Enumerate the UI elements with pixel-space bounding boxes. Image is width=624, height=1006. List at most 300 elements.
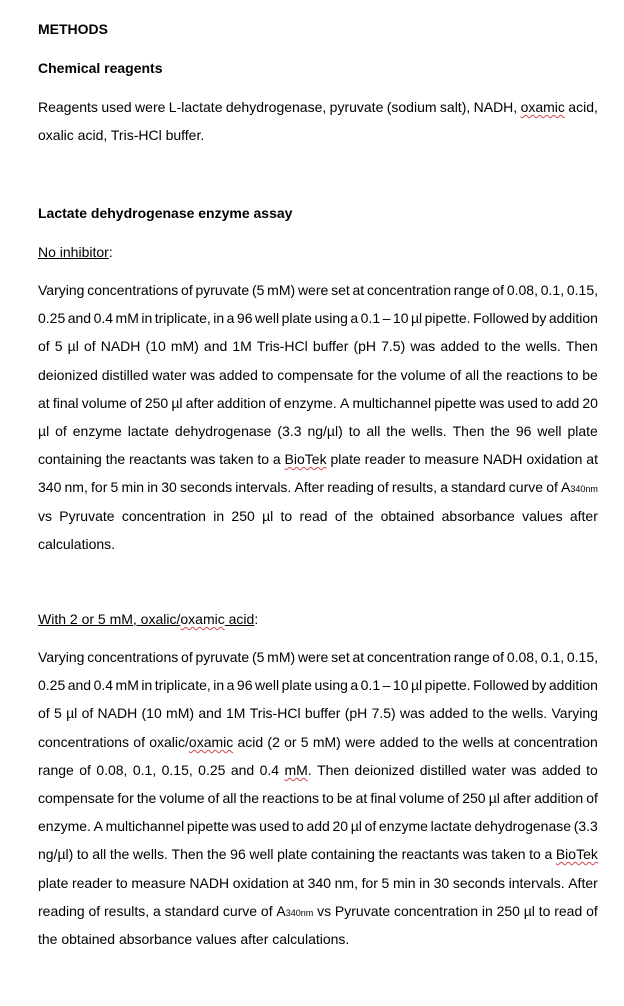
word: values [522, 508, 563, 524]
word: concentration [366, 282, 452, 298]
word: 0.4 [259, 762, 280, 778]
word: plate [330, 451, 361, 467]
word: to [484, 338, 497, 354]
word: of [492, 649, 505, 665]
word: in [481, 903, 493, 919]
word: results, [104, 903, 150, 919]
word: in [141, 310, 153, 326]
word: and [198, 705, 222, 721]
word: µl [67, 338, 79, 354]
word: lactate [430, 818, 472, 834]
word: using [314, 677, 348, 693]
word: results, [391, 479, 438, 495]
word: be [582, 367, 598, 383]
word: pipette [434, 395, 477, 411]
word: all [366, 423, 381, 439]
word: 7.5) [381, 338, 406, 354]
word: 5 [300, 734, 309, 750]
word: 96 [236, 677, 253, 693]
word: 0.1, [540, 649, 565, 665]
word: well [254, 677, 280, 693]
word: (5 [251, 282, 265, 298]
word: a [226, 677, 235, 693]
word: of [364, 818, 377, 834]
no-inhibitor-label: No inhibitor [38, 244, 109, 260]
word: 5 [54, 338, 63, 354]
word: final [52, 395, 79, 411]
word: distilled [419, 762, 467, 778]
word: to [322, 790, 334, 806]
methods-heading: METHODS [38, 21, 108, 37]
word: used [101, 99, 132, 115]
word: 20 [582, 395, 598, 411]
word: 96 [230, 846, 246, 862]
word: a [544, 846, 553, 862]
word: concentration [393, 903, 479, 919]
word: min [392, 875, 416, 891]
word: 96 [515, 423, 532, 439]
word: mM [115, 310, 139, 326]
word: was [462, 846, 488, 862]
paragraph-line [38, 931, 598, 947]
word: of [492, 282, 505, 298]
word: was [511, 762, 537, 778]
word: reactants [129, 451, 187, 467]
word: added [379, 734, 419, 750]
word: 1M [226, 705, 246, 721]
paragraph-line [38, 451, 598, 467]
word: in [213, 508, 225, 524]
word: 250 [462, 790, 486, 806]
word: 0.1 [360, 677, 381, 693]
word: to [541, 395, 553, 411]
word: intervals. [235, 479, 292, 495]
word: standard [164, 903, 220, 919]
with-inhibitor-subheading [38, 611, 258, 627]
word: concentrations [87, 282, 179, 298]
word: to [116, 875, 128, 891]
word: wells. [525, 338, 561, 354]
word: compensate [277, 367, 354, 383]
word: 0.1 [360, 310, 381, 326]
word: a [152, 903, 161, 919]
chemical-reagents-heading: Chemical reagents [38, 60, 163, 76]
paragraph-line [38, 127, 598, 143]
word: NADH [482, 451, 523, 467]
word: well [537, 423, 562, 439]
word: to [280, 508, 293, 524]
word: the [482, 367, 503, 383]
paragraph-line [38, 479, 598, 497]
word: A [276, 903, 286, 919]
word: added [429, 705, 469, 721]
word: of [269, 395, 281, 411]
word: reader [364, 451, 406, 467]
word: containing [38, 451, 102, 467]
word: 30 [161, 479, 177, 495]
word: water [152, 367, 187, 383]
word: a [226, 310, 235, 326]
word: to [292, 818, 304, 834]
word: enzyme [72, 423, 122, 439]
word: plate [281, 310, 312, 326]
paragraph-line [38, 818, 598, 834]
word: reactions [506, 367, 563, 383]
word: addition [548, 310, 598, 326]
word: of [79, 762, 91, 778]
word: Varying [38, 282, 85, 298]
word: reactants [401, 846, 460, 862]
paragraph-line [38, 367, 598, 383]
word: of [129, 395, 142, 411]
word: taken [491, 846, 526, 862]
word: of [133, 734, 145, 750]
word: to [76, 846, 89, 862]
word: read [299, 508, 328, 524]
word: 0.15, [161, 762, 193, 778]
word: Then [317, 762, 350, 778]
word: all [222, 790, 237, 806]
word: for [361, 875, 378, 891]
word: the [386, 423, 406, 439]
word: 250 [144, 395, 169, 411]
word: wells. [512, 705, 548, 721]
word: to [408, 451, 421, 467]
word: dehydrogenase [174, 423, 272, 439]
word: Tris-HCl [256, 338, 308, 354]
word: 0.15, [566, 649, 598, 665]
word: in [419, 875, 431, 891]
word: salt), [439, 99, 471, 115]
with-inhibitor-colon: : [254, 611, 259, 627]
word: addition [216, 395, 266, 411]
word: was [231, 818, 257, 834]
word: after [185, 395, 214, 411]
word: of [38, 338, 50, 354]
word: added [218, 367, 258, 383]
word: Pyruvate [59, 508, 115, 524]
word: in [141, 677, 153, 693]
word: reader [71, 875, 113, 891]
word: Pyruvate [334, 903, 391, 919]
paragraph-line [38, 536, 598, 552]
word: for [357, 367, 374, 383]
word: to [348, 423, 361, 439]
word: oxalic/oxamic [149, 734, 234, 750]
word: all [92, 846, 107, 862]
with-inhibitor-label-oxamic: oxamic [180, 611, 225, 627]
word: and [203, 338, 228, 354]
word: dehydrogenase [474, 818, 572, 834]
word: 340 [307, 875, 332, 891]
word: in [213, 310, 225, 326]
word: set [331, 649, 350, 665]
paragraph-line [38, 508, 598, 524]
word: of [586, 903, 598, 919]
word: the [378, 846, 398, 862]
word: wells. [411, 423, 447, 439]
word: mM [115, 677, 139, 693]
word: after [569, 508, 598, 524]
word: After [294, 479, 325, 495]
word: at [497, 734, 510, 750]
word: pyruvate [329, 99, 384, 115]
word: or [284, 734, 297, 750]
word: final [370, 790, 397, 806]
word: volume [400, 367, 446, 383]
word: 0.1, [540, 282, 565, 298]
word: at [352, 282, 365, 298]
paragraph-line [38, 649, 598, 665]
word: 0.08, [506, 282, 538, 298]
word: water [471, 762, 507, 778]
word: of [55, 423, 67, 439]
word: acid, [568, 99, 598, 115]
word: mM. [284, 762, 312, 778]
word: 5 [381, 875, 390, 891]
word: 0.25 [198, 762, 226, 778]
absorbance-term [276, 903, 313, 921]
word: of [377, 479, 389, 495]
word: plate [281, 677, 312, 693]
word: was [479, 395, 505, 411]
word: curve [508, 479, 544, 495]
word: mM) [267, 649, 296, 665]
word: was [190, 451, 216, 467]
word: plate [567, 423, 598, 439]
word: oxamic [520, 99, 565, 115]
word: of [260, 903, 273, 919]
paragraph-line [38, 282, 598, 298]
word: to [586, 762, 598, 778]
word: dehydrogenase, [225, 99, 327, 115]
word: the [109, 846, 130, 862]
word: to [529, 846, 541, 862]
word: at [352, 649, 365, 665]
word: added [541, 762, 581, 778]
absorbance-term [561, 479, 598, 497]
word: 0.1, [132, 762, 157, 778]
paragraph-line [38, 338, 598, 354]
word: µl [171, 395, 183, 411]
paragraph-line [38, 310, 598, 326]
word: acid [237, 734, 264, 750]
word: at [355, 790, 368, 806]
word: of [449, 367, 462, 383]
word: Varying [38, 649, 85, 665]
word: the [377, 367, 397, 383]
word: was [190, 367, 216, 383]
word: 0.25 [38, 677, 66, 693]
word: reading [327, 479, 374, 495]
word: to [261, 367, 274, 383]
word: mM) [312, 734, 341, 750]
word: the [490, 423, 510, 439]
word: the [501, 338, 521, 354]
word: of [207, 790, 220, 806]
word: taken [219, 451, 254, 467]
word: µl [410, 310, 423, 326]
word: seconds [452, 875, 505, 891]
word: seconds [179, 479, 233, 495]
word: (3.3 [277, 423, 302, 439]
word: Followed [473, 310, 530, 326]
word: NADH [189, 875, 230, 891]
paragraph-line [38, 99, 598, 115]
word: pipette. [424, 310, 471, 326]
word: ng/µl) [307, 423, 343, 439]
word: (2 [267, 734, 280, 750]
word: 0.08, [96, 762, 128, 778]
paragraph-line [38, 846, 598, 862]
word: and [67, 677, 92, 693]
word: distilled [101, 367, 149, 383]
word: Reagents [38, 99, 98, 115]
word: vs [317, 903, 332, 919]
word: added [440, 338, 480, 354]
word: 20 [332, 818, 349, 834]
word: wells. [132, 846, 168, 862]
word: µl [38, 423, 50, 439]
word: pyruvate [195, 649, 250, 665]
word: at [38, 395, 50, 411]
word: absorbance [441, 508, 515, 524]
word: of [81, 705, 94, 721]
word: compensate [38, 790, 115, 806]
word: ng/µl) [38, 846, 74, 862]
word: 0.15, [566, 282, 598, 298]
word: NADH [97, 705, 138, 721]
word: a [350, 310, 359, 326]
word: range [453, 282, 490, 298]
word: (3.3 [573, 818, 598, 834]
word: vs [38, 508, 52, 524]
with-inhibitor-label-start: With 2 or 5 mM, oxalic/ [38, 611, 181, 627]
word: of [546, 479, 558, 495]
word: µl [66, 705, 78, 721]
paragraph-line [38, 423, 598, 439]
word: wells [462, 734, 494, 750]
word: (pH [353, 338, 377, 354]
word: concentrations [87, 649, 179, 665]
word: well [249, 846, 274, 862]
word: the [353, 508, 374, 524]
word: oxidation [526, 451, 583, 467]
word: mM) [166, 705, 195, 721]
word: BioTek [555, 846, 598, 862]
word: (sodium [386, 99, 437, 115]
word: pipette [186, 818, 229, 834]
word: of [181, 649, 193, 665]
word: were [297, 282, 329, 298]
word: of [38, 705, 50, 721]
word: 340nm [285, 908, 314, 918]
word: µl [350, 818, 362, 834]
word: and [67, 310, 92, 326]
word: of [447, 790, 460, 806]
word: read [554, 903, 583, 919]
word: oxalic acid, Tris-HCl buffer. [38, 127, 205, 143]
word: was [399, 705, 425, 721]
word: (pH [344, 705, 368, 721]
word: buffer [312, 338, 349, 354]
word: used [259, 818, 290, 834]
word: addition [548, 677, 598, 693]
word: to [538, 903, 551, 919]
word: for [91, 479, 108, 495]
word: mM) [170, 338, 199, 354]
word: 340 [38, 479, 62, 495]
word: concentration [366, 649, 452, 665]
word: multichannel [105, 818, 185, 834]
word: using [314, 310, 348, 326]
word: of [88, 903, 101, 919]
word: Then [452, 423, 485, 439]
word: 7.5) [371, 705, 396, 721]
word: calculations. [38, 536, 116, 552]
paragraph-line [38, 677, 598, 693]
word: measure [131, 875, 186, 891]
word: volume [399, 790, 445, 806]
word: BioTek [284, 451, 327, 467]
word: (5 [251, 649, 265, 665]
word: addition [534, 790, 584, 806]
word: 0.25 [38, 310, 66, 326]
word: triplicate, [154, 310, 211, 326]
word: NADH [100, 338, 141, 354]
word: enzyme. [283, 395, 337, 411]
word: pipette. [424, 677, 471, 693]
word: 5 [53, 705, 62, 721]
word: lactate [127, 423, 169, 439]
word: min [121, 479, 145, 495]
word: range [453, 649, 490, 665]
word: deionized [354, 762, 415, 778]
word: used [507, 395, 538, 411]
word: a [440, 479, 448, 495]
with-inhibitor-label-end: acid [224, 611, 255, 627]
word: A [339, 395, 350, 411]
word: reactions [262, 790, 319, 806]
word: to [257, 451, 270, 467]
word: in [213, 677, 225, 693]
word: enzyme [378, 818, 428, 834]
word: mM) [267, 282, 296, 298]
word: Then [565, 338, 598, 354]
paragraph-line [38, 705, 598, 721]
paragraph-line [38, 903, 598, 921]
word: range [38, 762, 74, 778]
word: after [502, 790, 531, 806]
word: add [306, 818, 330, 834]
paragraph-line [38, 875, 598, 891]
word: the obtained absorbance values after calculations. [38, 931, 350, 947]
word: triplicate, [154, 677, 211, 693]
word: µl [488, 790, 500, 806]
word: of [181, 282, 193, 298]
word: well [254, 310, 280, 326]
word: and [230, 762, 255, 778]
word: buffer [304, 705, 341, 721]
word: to [422, 734, 435, 750]
word: a [272, 451, 281, 467]
word: µl [523, 903, 535, 919]
word: 96 [236, 310, 253, 326]
word: the [488, 705, 508, 721]
word: of [83, 338, 96, 354]
word: 0.4 [93, 310, 114, 326]
word: by [531, 310, 547, 326]
